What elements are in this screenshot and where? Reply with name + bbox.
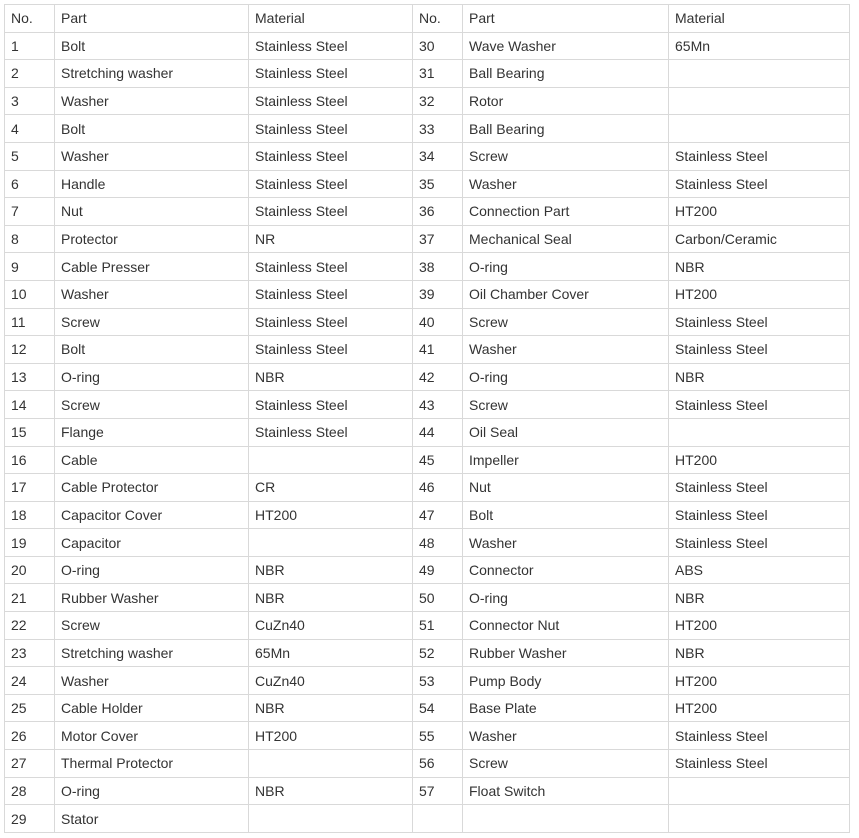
cell-material-right: HT200 — [669, 694, 850, 722]
table-row — [5, 474, 850, 502]
cell-part-left: Protector — [55, 225, 249, 253]
cell-no-left: 8 — [5, 225, 55, 253]
cell-part-right: Wave Washer — [463, 32, 669, 60]
cell-part-left: Stator — [55, 805, 249, 833]
cell-part-left: O-ring — [55, 777, 249, 805]
cell-part-left: Nut — [55, 198, 249, 226]
table-row — [5, 198, 850, 226]
table-row — [5, 225, 850, 253]
cell-material-right: ABS — [669, 556, 850, 584]
cell-part-right: Pump Body — [463, 667, 669, 695]
table-row — [5, 115, 850, 143]
cell-no-left: 19 — [5, 529, 55, 557]
cell-no-right: 38 — [413, 253, 463, 281]
cell-no-right: 53 — [413, 667, 463, 695]
cell-part-left: Stretching washer — [55, 60, 249, 88]
table-row — [5, 612, 850, 640]
cell-part-right: Oil Seal — [463, 418, 669, 446]
cell-no-right: 31 — [413, 60, 463, 88]
cell-part-right: O-ring — [463, 363, 669, 391]
cell-no-right: 46 — [413, 474, 463, 502]
cell-part-right — [463, 805, 669, 833]
cell-part-right: Oil Chamber Cover — [463, 280, 669, 308]
cell-no-left: 22 — [5, 612, 55, 640]
cell-no-left: 24 — [5, 667, 55, 695]
header-material-left: Material — [249, 5, 413, 33]
cell-material-right: Carbon/Ceramic — [669, 225, 850, 253]
cell-part-left: Thermal Protector — [55, 750, 249, 778]
cell-part-right: Ball Bearing — [463, 115, 669, 143]
cell-material-left: Stainless Steel — [249, 391, 413, 419]
cell-part-left: Washer — [55, 280, 249, 308]
cell-part-right: Washer — [463, 722, 669, 750]
table-row — [5, 584, 850, 612]
table-row — [5, 556, 850, 584]
cell-no-left: 6 — [5, 170, 55, 198]
cell-no-left: 25 — [5, 694, 55, 722]
cell-part-right: Screw — [463, 750, 669, 778]
cell-part-right: Bolt — [463, 501, 669, 529]
cell-no-left: 5 — [5, 142, 55, 170]
cell-part-left: Cable Protector — [55, 474, 249, 502]
cell-material-left: Stainless Steel — [249, 336, 413, 364]
table-row — [5, 170, 850, 198]
cell-part-right: Screw — [463, 308, 669, 336]
table-row — [5, 722, 850, 750]
table-row — [5, 418, 850, 446]
cell-material-right: HT200 — [669, 280, 850, 308]
cell-no-right: 37 — [413, 225, 463, 253]
cell-material-right — [669, 777, 850, 805]
cell-no-left: 21 — [5, 584, 55, 612]
cell-no-left: 15 — [5, 418, 55, 446]
table-row — [5, 777, 850, 805]
cell-material-left — [249, 529, 413, 557]
table-row — [5, 253, 850, 281]
cell-no-right: 40 — [413, 308, 463, 336]
cell-part-left: Screw — [55, 308, 249, 336]
cell-part-left: Capacitor — [55, 529, 249, 557]
cell-no-left: 11 — [5, 308, 55, 336]
cell-part-right: Connection Part — [463, 198, 669, 226]
cell-no-right — [413, 805, 463, 833]
cell-material-left: HT200 — [249, 722, 413, 750]
cell-material-left: NR — [249, 225, 413, 253]
cell-material-right: HT200 — [669, 446, 850, 474]
cell-material-left: Stainless Steel — [249, 115, 413, 143]
cell-no-right: 55 — [413, 722, 463, 750]
cell-part-left: O-ring — [55, 363, 249, 391]
parts-table-body — [5, 5, 850, 833]
cell-material-right — [669, 87, 850, 115]
cell-no-left: 20 — [5, 556, 55, 584]
cell-no-right: 34 — [413, 142, 463, 170]
cell-no-left: 18 — [5, 501, 55, 529]
header-row — [5, 5, 850, 33]
cell-material-left: Stainless Steel — [249, 87, 413, 115]
cell-material-left: Stainless Steel — [249, 142, 413, 170]
cell-part-right: Nut — [463, 474, 669, 502]
table-row — [5, 529, 850, 557]
cell-part-left: Rubber Washer — [55, 584, 249, 612]
cell-part-right: Connector Nut — [463, 612, 669, 640]
cell-material-right: Stainless Steel — [669, 170, 850, 198]
table-row — [5, 805, 850, 833]
cell-material-right: NBR — [669, 584, 850, 612]
table-row — [5, 446, 850, 474]
cell-part-left: Screw — [55, 391, 249, 419]
cell-no-left: 28 — [5, 777, 55, 805]
table-row — [5, 336, 850, 364]
cell-no-right: 50 — [413, 584, 463, 612]
cell-material-left — [249, 446, 413, 474]
cell-no-right: 51 — [413, 612, 463, 640]
table-row — [5, 391, 850, 419]
cell-no-left: 4 — [5, 115, 55, 143]
cell-material-left: HT200 — [249, 501, 413, 529]
table-row — [5, 363, 850, 391]
header-part-left: Part — [55, 5, 249, 33]
table-row — [5, 639, 850, 667]
cell-no-left: 9 — [5, 253, 55, 281]
table-row — [5, 750, 850, 778]
cell-material-left: CuZn40 — [249, 612, 413, 640]
cell-no-left: 3 — [5, 87, 55, 115]
cell-material-right — [669, 115, 850, 143]
cell-no-left: 7 — [5, 198, 55, 226]
cell-material-right: Stainless Steel — [669, 142, 850, 170]
cell-no-right: 45 — [413, 446, 463, 474]
cell-material-left: 65Mn — [249, 639, 413, 667]
cell-part-left: Flange — [55, 418, 249, 446]
cell-part-right: Impeller — [463, 446, 669, 474]
table-row — [5, 60, 850, 88]
cell-part-left: Screw — [55, 612, 249, 640]
cell-material-left: CuZn40 — [249, 667, 413, 695]
cell-material-left: Stainless Steel — [249, 308, 413, 336]
cell-no-left: 2 — [5, 60, 55, 88]
cell-material-left: Stainless Steel — [249, 32, 413, 60]
cell-no-left: 12 — [5, 336, 55, 364]
cell-part-right: Base Plate — [463, 694, 669, 722]
cell-no-right: 52 — [413, 639, 463, 667]
cell-part-right: Washer — [463, 529, 669, 557]
cell-no-right: 48 — [413, 529, 463, 557]
cell-no-left: 10 — [5, 280, 55, 308]
cell-part-left: Washer — [55, 142, 249, 170]
cell-part-left: O-ring — [55, 556, 249, 584]
table-row — [5, 32, 850, 60]
cell-material-left — [249, 805, 413, 833]
cell-no-right: 47 — [413, 501, 463, 529]
cell-material-right: NBR — [669, 253, 850, 281]
cell-part-right: Ball Bearing — [463, 60, 669, 88]
cell-material-left: NBR — [249, 556, 413, 584]
cell-material-right — [669, 805, 850, 833]
cell-no-right: 35 — [413, 170, 463, 198]
cell-material-left: NBR — [249, 363, 413, 391]
table-row — [5, 667, 850, 695]
cell-part-left: Stretching washer — [55, 639, 249, 667]
cell-part-left: Bolt — [55, 336, 249, 364]
cell-material-right: Stainless Steel — [669, 391, 850, 419]
cell-part-right: Washer — [463, 170, 669, 198]
cell-part-left: Handle — [55, 170, 249, 198]
parts-table — [4, 4, 850, 833]
cell-material-left: Stainless Steel — [249, 60, 413, 88]
cell-part-right: Screw — [463, 142, 669, 170]
cell-part-right: Rotor — [463, 87, 669, 115]
table-row — [5, 308, 850, 336]
cell-no-left: 29 — [5, 805, 55, 833]
cell-no-left: 17 — [5, 474, 55, 502]
cell-part-left: Bolt — [55, 115, 249, 143]
cell-no-left: 16 — [5, 446, 55, 474]
cell-material-left: Stainless Steel — [249, 170, 413, 198]
cell-part-right: Float Switch — [463, 777, 669, 805]
cell-no-right: 39 — [413, 280, 463, 308]
cell-material-right: NBR — [669, 639, 850, 667]
cell-part-left: Washer — [55, 667, 249, 695]
cell-part-left: Motor Cover — [55, 722, 249, 750]
cell-material-right: Stainless Steel — [669, 722, 850, 750]
table-row — [5, 280, 850, 308]
cell-material-right: Stainless Steel — [669, 529, 850, 557]
cell-no-left: 26 — [5, 722, 55, 750]
cell-material-right: Stainless Steel — [669, 336, 850, 364]
cell-part-left: Capacitor Cover — [55, 501, 249, 529]
cell-part-right: Rubber Washer — [463, 639, 669, 667]
cell-material-right: Stainless Steel — [669, 308, 850, 336]
cell-no-left: 27 — [5, 750, 55, 778]
cell-no-right: 36 — [413, 198, 463, 226]
cell-no-left: 13 — [5, 363, 55, 391]
cell-no-right: 32 — [413, 87, 463, 115]
cell-material-right: Stainless Steel — [669, 501, 850, 529]
header-part-right: Part — [463, 5, 669, 33]
cell-no-right: 30 — [413, 32, 463, 60]
cell-material-right: HT200 — [669, 198, 850, 226]
table-row — [5, 694, 850, 722]
cell-no-right: 56 — [413, 750, 463, 778]
cell-no-right: 44 — [413, 418, 463, 446]
cell-no-left: 1 — [5, 32, 55, 60]
cell-material-right: Stainless Steel — [669, 750, 850, 778]
cell-material-right: 65Mn — [669, 32, 850, 60]
table-row — [5, 501, 850, 529]
cell-material-left: NBR — [249, 694, 413, 722]
cell-material-right: NBR — [669, 363, 850, 391]
table-row — [5, 142, 850, 170]
cell-no-right: 42 — [413, 363, 463, 391]
cell-part-left: Bolt — [55, 32, 249, 60]
cell-material-left: NBR — [249, 584, 413, 612]
cell-no-right: 43 — [413, 391, 463, 419]
cell-no-right: 54 — [413, 694, 463, 722]
cell-no-right: 33 — [413, 115, 463, 143]
cell-part-right: O-ring — [463, 584, 669, 612]
cell-no-left: 14 — [5, 391, 55, 419]
cell-material-left: Stainless Steel — [249, 198, 413, 226]
table-row — [5, 87, 850, 115]
cell-part-right: Screw — [463, 391, 669, 419]
cell-part-left: Cable — [55, 446, 249, 474]
cell-part-right: O-ring — [463, 253, 669, 281]
cell-material-right — [669, 60, 850, 88]
cell-material-left: NBR — [249, 777, 413, 805]
cell-material-left: Stainless Steel — [249, 280, 413, 308]
header-no-right: No. — [413, 5, 463, 33]
cell-part-left: Washer — [55, 87, 249, 115]
cell-material-left: Stainless Steel — [249, 253, 413, 281]
cell-part-left: Cable Presser — [55, 253, 249, 281]
cell-no-right: 49 — [413, 556, 463, 584]
cell-material-right — [669, 418, 850, 446]
cell-part-right: Connector — [463, 556, 669, 584]
cell-no-right: 57 — [413, 777, 463, 805]
cell-part-right: Mechanical Seal — [463, 225, 669, 253]
cell-material-left: CR — [249, 474, 413, 502]
cell-part-right: Washer — [463, 336, 669, 364]
header-no-left: No. — [5, 5, 55, 33]
cell-material-left — [249, 750, 413, 778]
cell-material-left: Stainless Steel — [249, 418, 413, 446]
cell-material-right: HT200 — [669, 667, 850, 695]
header-material-right: Material — [669, 5, 850, 33]
cell-material-right: Stainless Steel — [669, 474, 850, 502]
cell-part-left: Cable Holder — [55, 694, 249, 722]
cell-material-right: HT200 — [669, 612, 850, 640]
cell-no-left: 23 — [5, 639, 55, 667]
cell-no-right: 41 — [413, 336, 463, 364]
